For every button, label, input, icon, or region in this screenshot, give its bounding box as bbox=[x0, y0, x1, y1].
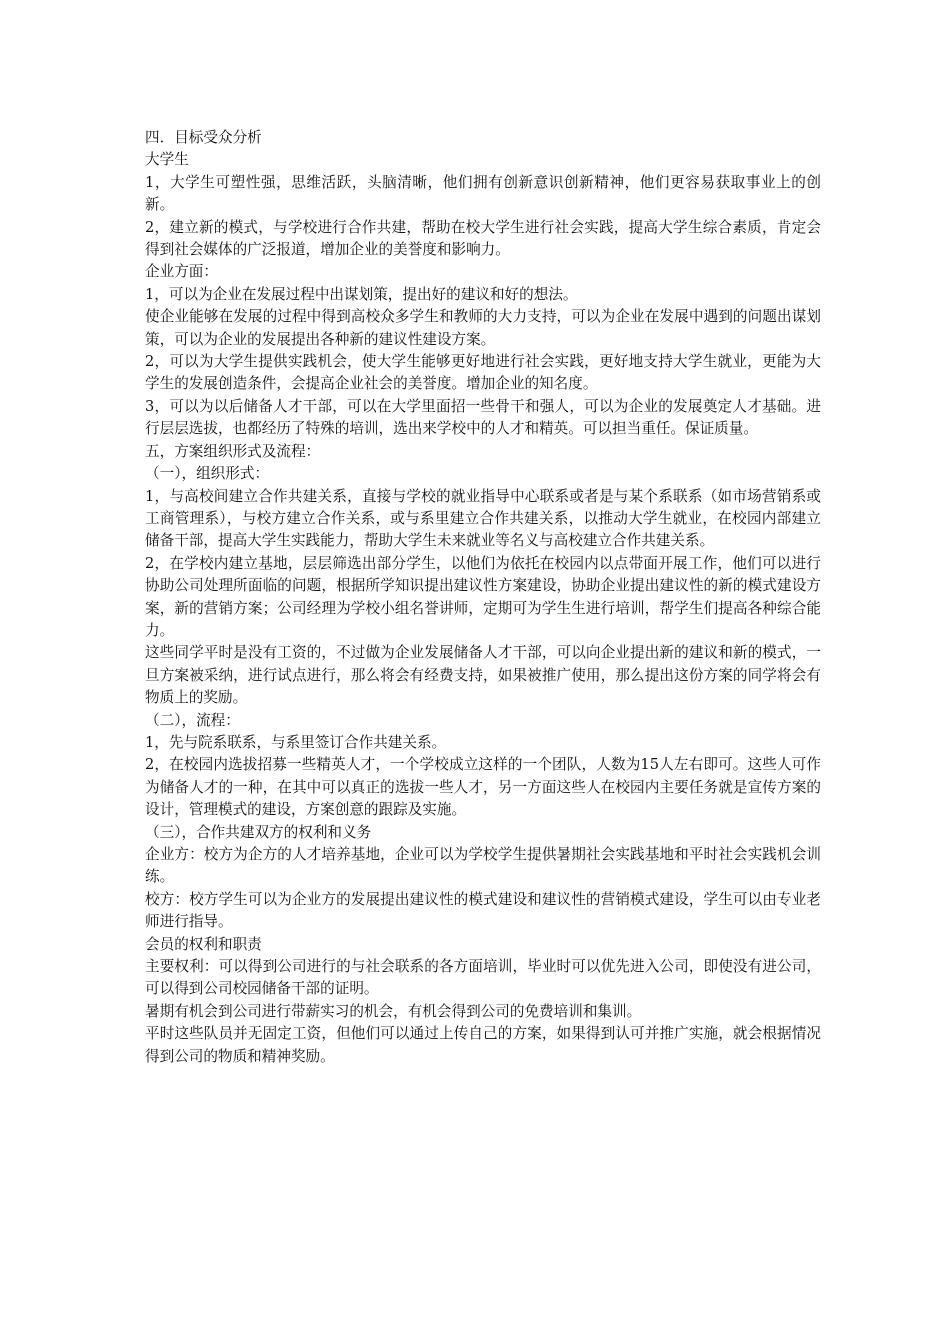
paragraph: 平时这些队员并无固定工资，但他们可以通过上传自己的方案，如果得到认可并推广实施，就会根据情况得到公司的物质和精神奖励。 bbox=[145, 1025, 821, 1065]
paragraph: 1，可以为企业在发展过程中出谋划策，提出好的建议和好的想法。 bbox=[145, 285, 578, 303]
subheading-process: （二），流程： bbox=[145, 711, 240, 729]
section-heading-target-audience: 四．目标受众分析 bbox=[145, 129, 262, 146]
subheading-member-rights: 会员的权利和职责 bbox=[145, 935, 262, 953]
paragraph: 3，可以为以后储备人才干部，可以在大学里面招一些骨干和强人，可以为企业的发展奠定人才基础。进行层层选拔，也都经历了特殊的培训，选出来学校中的人才和精英。可以担当重任。保证质量。 bbox=[145, 397, 821, 438]
subheading-enterprise: 企业方面： bbox=[145, 263, 218, 281]
paragraph: 1，先与院系联系，与系里签订合作共建关系。 bbox=[145, 733, 447, 751]
paragraph: 2，在学校内建立基地，层层筛选出部分学生，以他们为依托在校园内以点带面开展工作，他们可以进行协助公司处理所面临的问题，根据所学知识提出建议性方案建设，协助企业提出建议性的新的模式建设方案，新的营销方案；公司经理为学校小组名誉讲师，定期可为学生生进行培训，帮学生们提高各种综合能力。 bbox=[145, 554, 821, 639]
document-body bbox=[145, 127, 821, 1068]
paragraph: 主要权利：可以得到公司进行的与社会联系的各方面培训，毕业时可以优先进入公司，即使没有进公司，可以得到公司校园储备干部的证明。 bbox=[145, 958, 821, 998]
subheading-students: 大学生 bbox=[145, 151, 189, 169]
section-heading-organization: 五，方案组织形式及流程： bbox=[145, 442, 321, 460]
paragraph: 2，建立新的模式，与学校进行合作共建，帮助在校大学生进行社会实践，提高大学生综合素质，肯定会得到社会媒体的广泛报道，增加企业的美誉度和影响力。 bbox=[145, 218, 821, 259]
paragraph: 企业方：校方为企方的人才培养基地，企业可以为学校学生提供暑期社会实践基地和平时社会实践机会训练。 bbox=[145, 846, 821, 886]
paragraph: 使企业能够在发展的过程中得到高校众多学生和教师的大力支持，可以为企业在发展中遇到的问题出谋划策，可以为企业的发展提出各种新的建议性建设方案。 bbox=[145, 308, 821, 348]
paragraph: 2，在校园内选拔招募一些精英人才，一个学校成立这样的一个团队，人数为15人左右即可。这些人可作为储备人才的一种，在其中可以真正的选拔一些人才，另一方面这些人在校园内主要任务就是宣传方案的设计，管理模式的建设，方案创意的跟踪及实施。 bbox=[145, 756, 821, 819]
paragraph: 校方：校方学生可以为企业方的发展提出建议性的模式建设和建议性的营销模式建设，学生可以由专业老师进行指导。 bbox=[145, 890, 821, 931]
subheading-rights-obligations: （三），合作共建双方的权利和义务 bbox=[145, 823, 372, 841]
paragraph: 2，可以为大学生提供实践机会，使大学生能够更好地进行社会实践，更好地支持大学生就业，更能为大学生的发展创造条件，会提高企业社会的美誉度。增加企业的知名度。 bbox=[145, 353, 821, 393]
paragraph: 1，大学生可塑性强，思维活跃，头脑清晰，他们拥有创新意识创新精神，他们更容易获取事业上的创新。 bbox=[145, 173, 821, 214]
subheading-form: （一），组织形式： bbox=[145, 465, 270, 483]
paragraph: 这些同学平时是没有工资的，不过做为企业发展储备人才干部，可以向企业提出新的建议和新的模式，一旦方案被采纳，进行试点进行，那么将会有经费支持，如果被推广使用，那么提出这份方案的同学将会有物质上的奖励。 bbox=[145, 644, 821, 707]
paragraph: 1，与高校间建立合作共建关系，直接与学校的就业指导中心联系或者是与某个系联系（如市场营销系或工商管理系），与校方建立合作关系，或与系里建立合作共建关系，以推动大学生就业，在校园内部建立储备干部，提高大学生实践能力，帮助大学生未来就业等名义与高校建立合作共建关系。 bbox=[145, 487, 821, 550]
paragraph: 暑期有机会到公司进行带薪实习的机会，有机会得到公司的免费培训和集训。 bbox=[145, 1002, 642, 1020]
